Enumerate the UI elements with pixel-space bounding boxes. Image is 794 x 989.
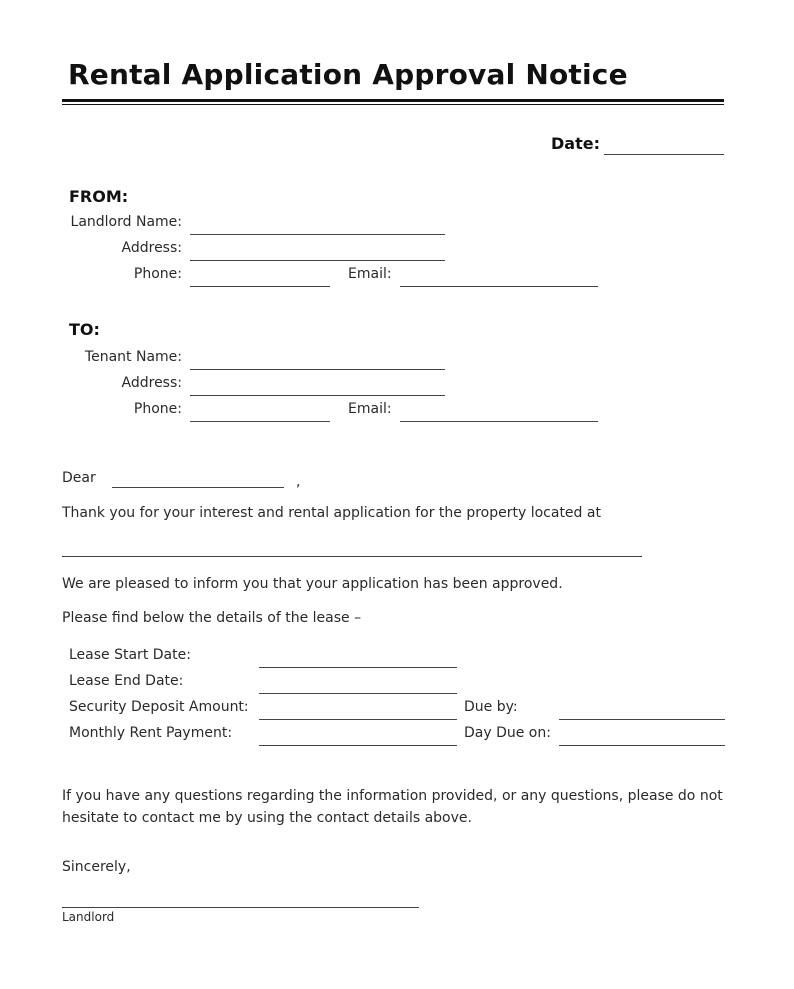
page-title: Rental Application Approval Notice [68, 58, 628, 91]
salutation: Dear [62, 470, 96, 486]
landlord-email-label: Email: [348, 266, 392, 282]
sincerely-text: Sincerely, [62, 859, 131, 875]
from-heading: FROM: [69, 187, 129, 206]
landlord-phone-field[interactable] [190, 286, 330, 287]
tenant-address-field[interactable] [190, 395, 445, 396]
date-label: Date: [551, 134, 600, 153]
thank-you-text: Thank you for your interest and rental application for the property located at [62, 505, 601, 521]
tenant-name-field[interactable] [190, 369, 445, 370]
title-divider [62, 99, 724, 102]
lease-details-intro: Please find below the details of the lease – [62, 610, 362, 626]
recipient-name-field[interactable] [112, 487, 284, 488]
signature-field[interactable] [62, 907, 419, 908]
landlord-name-field[interactable] [190, 234, 445, 235]
landlord-address-label: Address: [121, 240, 182, 256]
security-deposit-field[interactable] [259, 719, 457, 720]
monthly-rent-label: Monthly Rent Payment: [69, 725, 233, 741]
tenant-name-label: Tenant Name: [84, 349, 182, 365]
title-divider-thin [62, 104, 724, 105]
date-field[interactable] [604, 154, 724, 155]
questions-text-line2: hesitate to contact me by using the contact details above. [62, 810, 472, 826]
tenant-address-label: Address: [121, 375, 182, 391]
signature-label: Landlord [62, 910, 115, 924]
approval-text: We are pleased to inform you that your application has been approved. [62, 576, 563, 592]
security-deposit-label: Security Deposit Amount: [69, 699, 249, 715]
lease-end-label: Lease End Date: [69, 673, 184, 689]
lease-start-field[interactable] [259, 667, 457, 668]
questions-text-line1: If you have any questions regarding the information provided, or any questions, please do not [62, 788, 723, 804]
due-by-field[interactable] [559, 719, 725, 720]
salutation-comma: , [296, 474, 301, 490]
monthly-rent-field[interactable] [259, 745, 457, 746]
day-due-label: Day Due on: [464, 725, 551, 741]
tenant-email-label: Email: [348, 401, 392, 417]
lease-end-field[interactable] [259, 693, 457, 694]
lease-start-label: Lease Start Date: [69, 647, 191, 663]
day-due-field[interactable] [559, 745, 725, 746]
tenant-email-field[interactable] [400, 421, 598, 422]
landlord-address-field[interactable] [190, 260, 445, 261]
tenant-phone-label: Phone: [133, 401, 182, 417]
landlord-name-label: Landlord Name: [70, 214, 182, 230]
to-heading: TO: [69, 320, 100, 339]
due-by-label: Due by: [464, 699, 518, 715]
tenant-phone-field[interactable] [190, 421, 330, 422]
property-address-field[interactable] [62, 556, 642, 557]
landlord-phone-label: Phone: [133, 266, 182, 282]
landlord-email-field[interactable] [400, 286, 598, 287]
